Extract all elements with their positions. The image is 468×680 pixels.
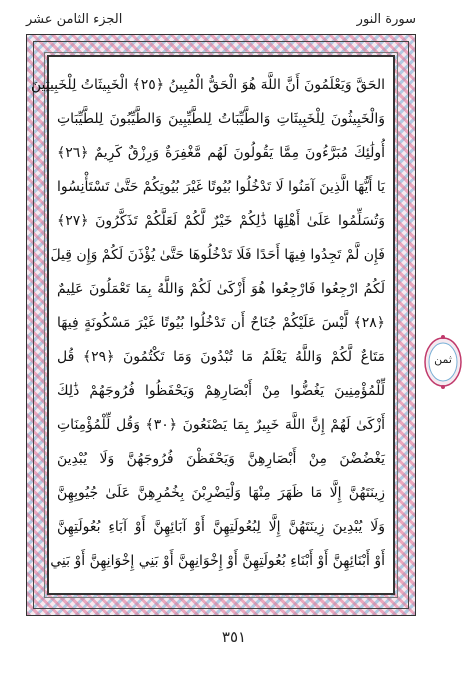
text-line: أَوْ أَبْنَائِهِنَّ أَوْ أَبْنَاءِ بُعُولَتِهِنَّ أَوْ إِخْوَانِهِنَّ أَوْ بَنِي إِخْوَانِهِنَّ أَوْ بَنِي [50,553,385,569]
text-line: أَزْكَىٰ لَهُمْ إِنَّ اللَّهَ خَبِيرٌ بِمَا يَصْنَعُونَ ﴿٣٠﴾ وَقُل لِّلْمُؤْمِنَاتِ [57,417,385,433]
text-line: أُولَٰئِكَ مُبَرَّءُونَ مِمَّا يَقُولُونَ لَهُم مَّغْفِرَةٌ وَرِزْقٌ كَرِيمٌ ﴿٢٦﴾ [57,145,385,161]
text-line: ﴿٢٨﴾ لَّيْسَ عَلَيْكُمْ جُنَاحٌ أَن تَدْخُلُوا بُيُوتًا غَيْرَ مَسْكُونَةٍ فِيهَا [57,315,385,331]
page-number: ٣٥١ [221,628,247,646]
text-line: زِينَتَهُنَّ إِلَّا مَا ظَهَرَ مِنْهَا وَلْيَضْرِبْنَ بِخُمُرِهِنَّ عَلَىٰ جُيُوبِهِنَّ [57,485,385,501]
text-line: مَتَاعٌ لَّكُمْ وَاللَّهُ يَعْلَمُ مَا تُبْدُونَ وَمَا تَكْتُمُونَ ﴿٢٩﴾ قُل [57,349,386,365]
hizb-label: ثمن [434,353,452,366]
page-header [26,8,416,30]
text-line: لِّلْمُؤْمِنِينَ يَغُضُّوا مِنْ أَبْصَارِهِمْ وَيَحْفَظُوا فُرُوجَهُمْ ذَٰلِكَ [57,383,385,399]
text-block [30,55,395,595]
ornamental-frame [26,34,416,616]
text-line: وَتُسَلِّمُوا عَلَىٰ أَهْلِهَا ذَٰلِكُمْ خَيْرٌ لَّكُمْ لَعَلَّكُمْ تَذَكَّرُونَ ﴿٢٧﴾ [57,213,385,229]
text-line: لَكُمُ ارْجِعُوا فَارْجِعُوا هُوَ أَزْكَىٰ لَكُمْ وَاللَّهُ بِمَا تَعْمَلُونَ عَلِيمٌ [57,281,385,297]
text-line: فَإِن لَّمْ تَجِدُوا فِيهَا أَحَدًا فَلَا تَدْخُلُوهَا حَتَّىٰ يُؤْذَنَ لَكُمْ وَإِن قِيلَ [50,247,385,263]
text-line: يَغْضُضْنَ مِنْ أَبْصَارِهِنَّ وَيَحْفَظْنَ فُرُوجَهُنَّ وَلَا يُبْدِينَ [57,451,385,467]
hizb-marker [422,334,464,390]
text-line: وَلَا يُبْدِينَ زِينَتَهُنَّ إِلَّا لِبُعُولَتِهِنَّ أَوْ آبَائِهِنَّ أَوْ آبَاءِ بُعُولَتِهِنَّ [57,519,385,535]
text-line: وَالْخَبِيثُونَ لِلْخَبِيثَاتِ وَالطَّيِّبَاتُ لِلطَّيِّبِينَ وَالطَّيِّبُونَ لِلطَّيِّبَاتِ [57,111,385,127]
juz-name: الجزء الثامن عشر [26,12,123,27]
text-line: يَا أَيُّهَا الَّذِينَ آمَنُوا لَا تَدْخُلُوا بُيُوتًا غَيْرَ بُيُوتِكُمْ حَتَّىٰ تَسْتَأْنِسُوا [57,179,385,195]
text-line: الحَقَّ وَيَعْلَمُونَ أَنَّ اللَّهَ هُوَ الْحَقُّ الْمُبِينُ ﴿٢٥﴾ الْخَبِيثَاتُ لِلْخَبِيثِينَ [30,77,385,93]
surah-name: سورة النور [356,12,416,27]
